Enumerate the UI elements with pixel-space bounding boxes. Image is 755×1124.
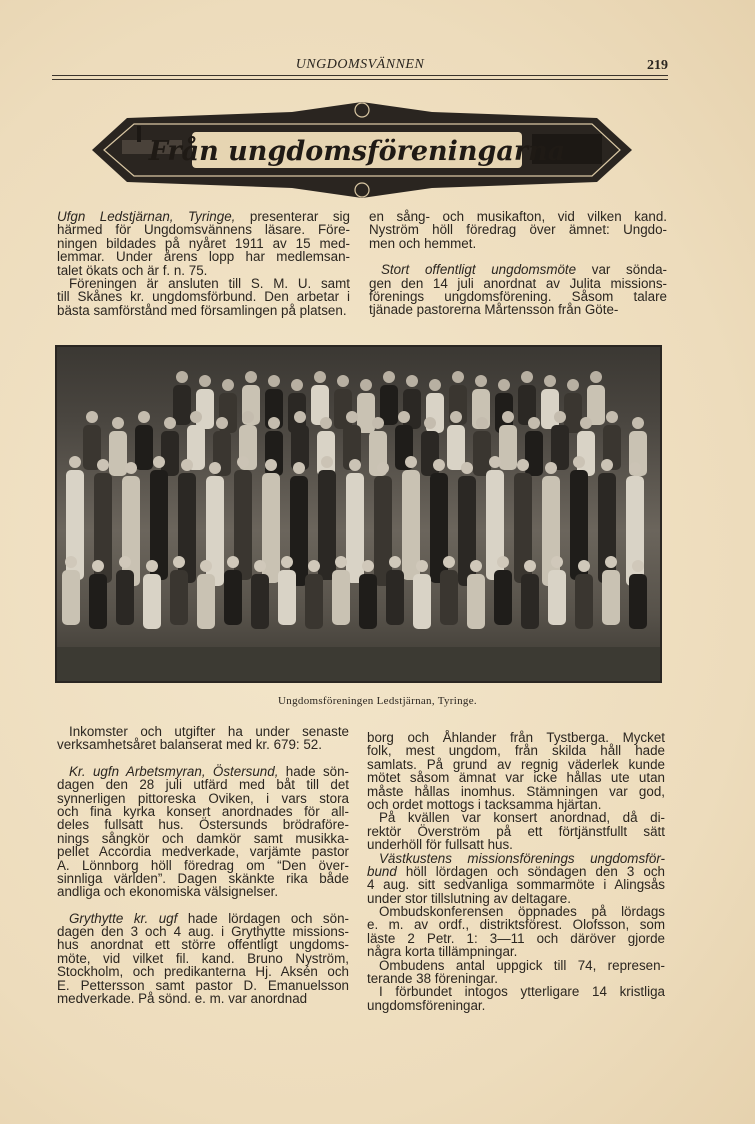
body-text: gen den 14 juli anordnat av Julita missions- [369,275,667,291]
text-line [367,932,665,945]
text-line [57,979,349,992]
body-text: Ombudskonferensen öppnades på lördags [379,904,665,920]
photo-figure [290,462,308,586]
text-line [57,210,350,223]
italic-lead-text: Ufgn Ledstjärnan, Tyringe, [57,209,236,224]
text-line [57,845,349,858]
photo-people [57,347,660,681]
body-text: till Skånes kr. ungdomsförbund. Den arbetar i [57,289,350,305]
text-line [57,765,349,778]
text-line [367,918,665,931]
body-text: folk, mest ungdom, från skilda håll hade [367,743,665,759]
text-line [367,999,665,1012]
text-line [57,290,350,303]
text-line [57,925,349,938]
text-line [57,938,349,951]
text-line [57,223,350,236]
text-line [57,885,349,898]
body-text: förenings ungdomsförening. Såsom talare [369,288,667,304]
text-line [367,878,665,891]
column-bottom-left [57,725,349,1005]
body-text: nings sångkör och damkör samt musikka- [57,830,349,846]
page-number: 219 [647,58,668,73]
body-text: Ombudens antal uppgick till 74, represen- [379,957,665,973]
text-line [57,778,349,791]
photo-figure [311,371,329,425]
body-text: Nyström höll föredrag över ämnet: Ungdo- [369,222,667,238]
text-line [367,852,665,865]
text-line [57,872,349,885]
body-text: rektör Överström på ett förtjänstfullt sätt [367,823,665,839]
text-line [367,972,665,985]
photo-figure [135,411,153,470]
journal-title: UNGDOMSVÄNNEN [295,57,425,72]
body-text: e. m. av ordf., distriktsförest. Olofsson, som [367,917,665,933]
photo-figure [374,462,392,586]
body-text: läste 2 Petr. 1: 3—11 och däröver gjorde [367,930,665,946]
body-text: pellet Accordia medverkade, varjämte pastor [57,844,349,860]
photo-figure [495,379,513,433]
body-text: synnerligen pittoreska Oviken, i vars stora [57,790,349,806]
text-line [57,818,349,831]
text-line [57,792,349,805]
text-line [367,905,665,918]
photo-caption: Ungdomsföreningen Ledstjärnan, Tyringe. [278,695,477,707]
photo-figure [161,417,179,476]
text-line [57,304,350,317]
text-line [57,264,350,277]
body-text: I förbundet intogos ytterligare 14 kristliga [379,984,665,1000]
body-text: Stockholm, och predikanterna Hj. Aksén och [57,964,349,980]
text-line [367,865,665,878]
photo-figure [318,456,336,580]
body-text: borg och Åhlander från Tystberga. Mycket [367,730,665,745]
text-line [367,811,665,824]
body-text: medverkade. På sönd. e. m. var anordnad [57,991,308,1007]
body-text: presenterar sig [235,209,350,224]
body-text: E. Pettersson samt pastor D. Emanuelsson [57,977,349,993]
header-rule [52,79,668,80]
photo-figure [587,371,605,425]
body-text: härmed för Ungdomsvännens läsare. Före- [57,222,350,238]
text-line [367,771,665,784]
body-text: ningen bildades på nyåret 1911 av 15 med- [57,235,350,251]
body-text: bästa samförstånd med församlingen på platsen. [57,302,347,318]
photo-figure [564,379,582,433]
body-text: dagen den 3 och 4 aug. i Grythytte missions- [57,924,349,940]
text-line [57,805,349,818]
text-line [57,952,349,965]
body-text: mötet såsom ämnat var icke hållas ute utan [367,770,665,786]
body-text: men och hemmet. [369,235,477,251]
body-text: möte, vid vilket fil. kand. Bruno Nyström, [57,950,349,966]
body-text: ungdomsföreningar. [367,997,486,1013]
text-line [57,277,350,290]
group-photograph [55,345,662,683]
text-line [57,250,350,263]
text-line [369,223,667,236]
text-line [57,237,350,250]
text-line [57,832,349,845]
photo-figure [109,417,127,476]
text-line [369,303,667,316]
body-text: tjänade pastorerna Mårtensson från Göte- [369,302,619,318]
body-text: 4 aug. sitt sedvanliga sommarmöte i Alingsås [367,877,665,893]
body-text: sinnliga världen”. Dagen skänkte rika både [57,870,349,886]
text-line [367,758,665,771]
body-text: några korta tillämpningar. [367,944,518,960]
photo-figure [357,379,375,433]
photo-figure [83,411,101,470]
text-line [369,263,667,276]
body-text: andliga och ekonomiska välsignelser. [57,884,279,900]
body-text: talet ökats och är f. n. 75. [57,262,208,278]
body-text: Föreningen är ansluten till S. M. U. samt [69,275,350,291]
text-line [57,965,349,978]
text-line [369,210,667,223]
body-text: höll lördagen och söndagen den 3 och [396,863,665,879]
body-text: samlats. På grund av regnig väderlek kunde [367,756,665,772]
body-text: På kvällen var konsert anordnad, då di- [379,810,665,826]
text-line [57,738,349,751]
text-line [367,785,665,798]
text-line [57,725,349,738]
body-text: en sång- och musikafton, vid vilken kand. [369,209,667,224]
body-text: och ordet mottogs i tacksamma hjärtan. [367,796,602,812]
text-line [367,985,665,998]
photo-grass [57,647,660,681]
body-text: var söndа- [576,262,667,278]
column-top-left [57,210,350,317]
italic-lead-text: Västkustens missionsförenings ungdomsför- [379,850,665,866]
text-line [367,838,665,851]
body-text: lemmar. Under årens lopp har medlemsan- [57,249,350,265]
body-text: dagen den 28 juli utfärd med båt till det [57,777,349,793]
body-text: och fina kyrka konsert anordnades för all- [57,803,349,819]
text-line [369,290,667,303]
banner-title: Från ungdomsföreningarna [148,136,566,167]
text-line [367,945,665,958]
body-text: hus anordnat ett större offentligt ungdoms- [57,937,349,953]
text-line [367,825,665,838]
body-text: A. Lönnborg höll föredrag om “Den över- [57,857,349,873]
italic-lead-text: bund [367,863,397,879]
text-line [367,744,665,757]
photo-figure [288,379,306,433]
text-line [57,992,349,1005]
photo-figure [518,371,536,425]
text-line [367,798,665,811]
text-line [367,731,665,744]
photo-figure [402,456,420,580]
body-text: Inkomster och utgifter ha under senaste [69,724,349,739]
photo-figure [173,371,191,425]
column-bottom-right [367,731,665,1012]
body-text: verksamhetsåret balanserat med kr. 679: 52. [57,737,322,753]
body-text: hade sön- [278,763,350,779]
italic-lead-text: Kr. ugfn Arbetsmyran, Östersund, [69,763,279,779]
body-text: deles fullsatt hus. Östersunds brödraföre- [57,817,349,833]
photo-figure [346,459,364,583]
body-text: underhöll för fullsatt hus. [367,837,513,853]
text-line [367,892,665,905]
text-line [57,912,349,925]
text-line [369,277,667,290]
header-rule [52,75,668,76]
body-text: måste hållas inomhus. Stämningen var god, [367,783,665,799]
running-header [52,57,668,77]
body-text: hade lördagen och sön- [177,910,349,926]
text-line [369,237,667,250]
body-text: terande 38 föreningar. [367,971,499,987]
photo-figure [380,371,398,425]
section-banner [92,100,632,200]
text-line [367,959,665,972]
italic-lead-text: Stort offentligt ungdomsmöte [381,262,577,278]
column-top-right [369,210,667,317]
italic-lead-text: Grythytte kr. ugf [69,910,178,926]
body-text: under stor tillslutning av deltagare. [367,890,571,906]
text-line [57,859,349,872]
